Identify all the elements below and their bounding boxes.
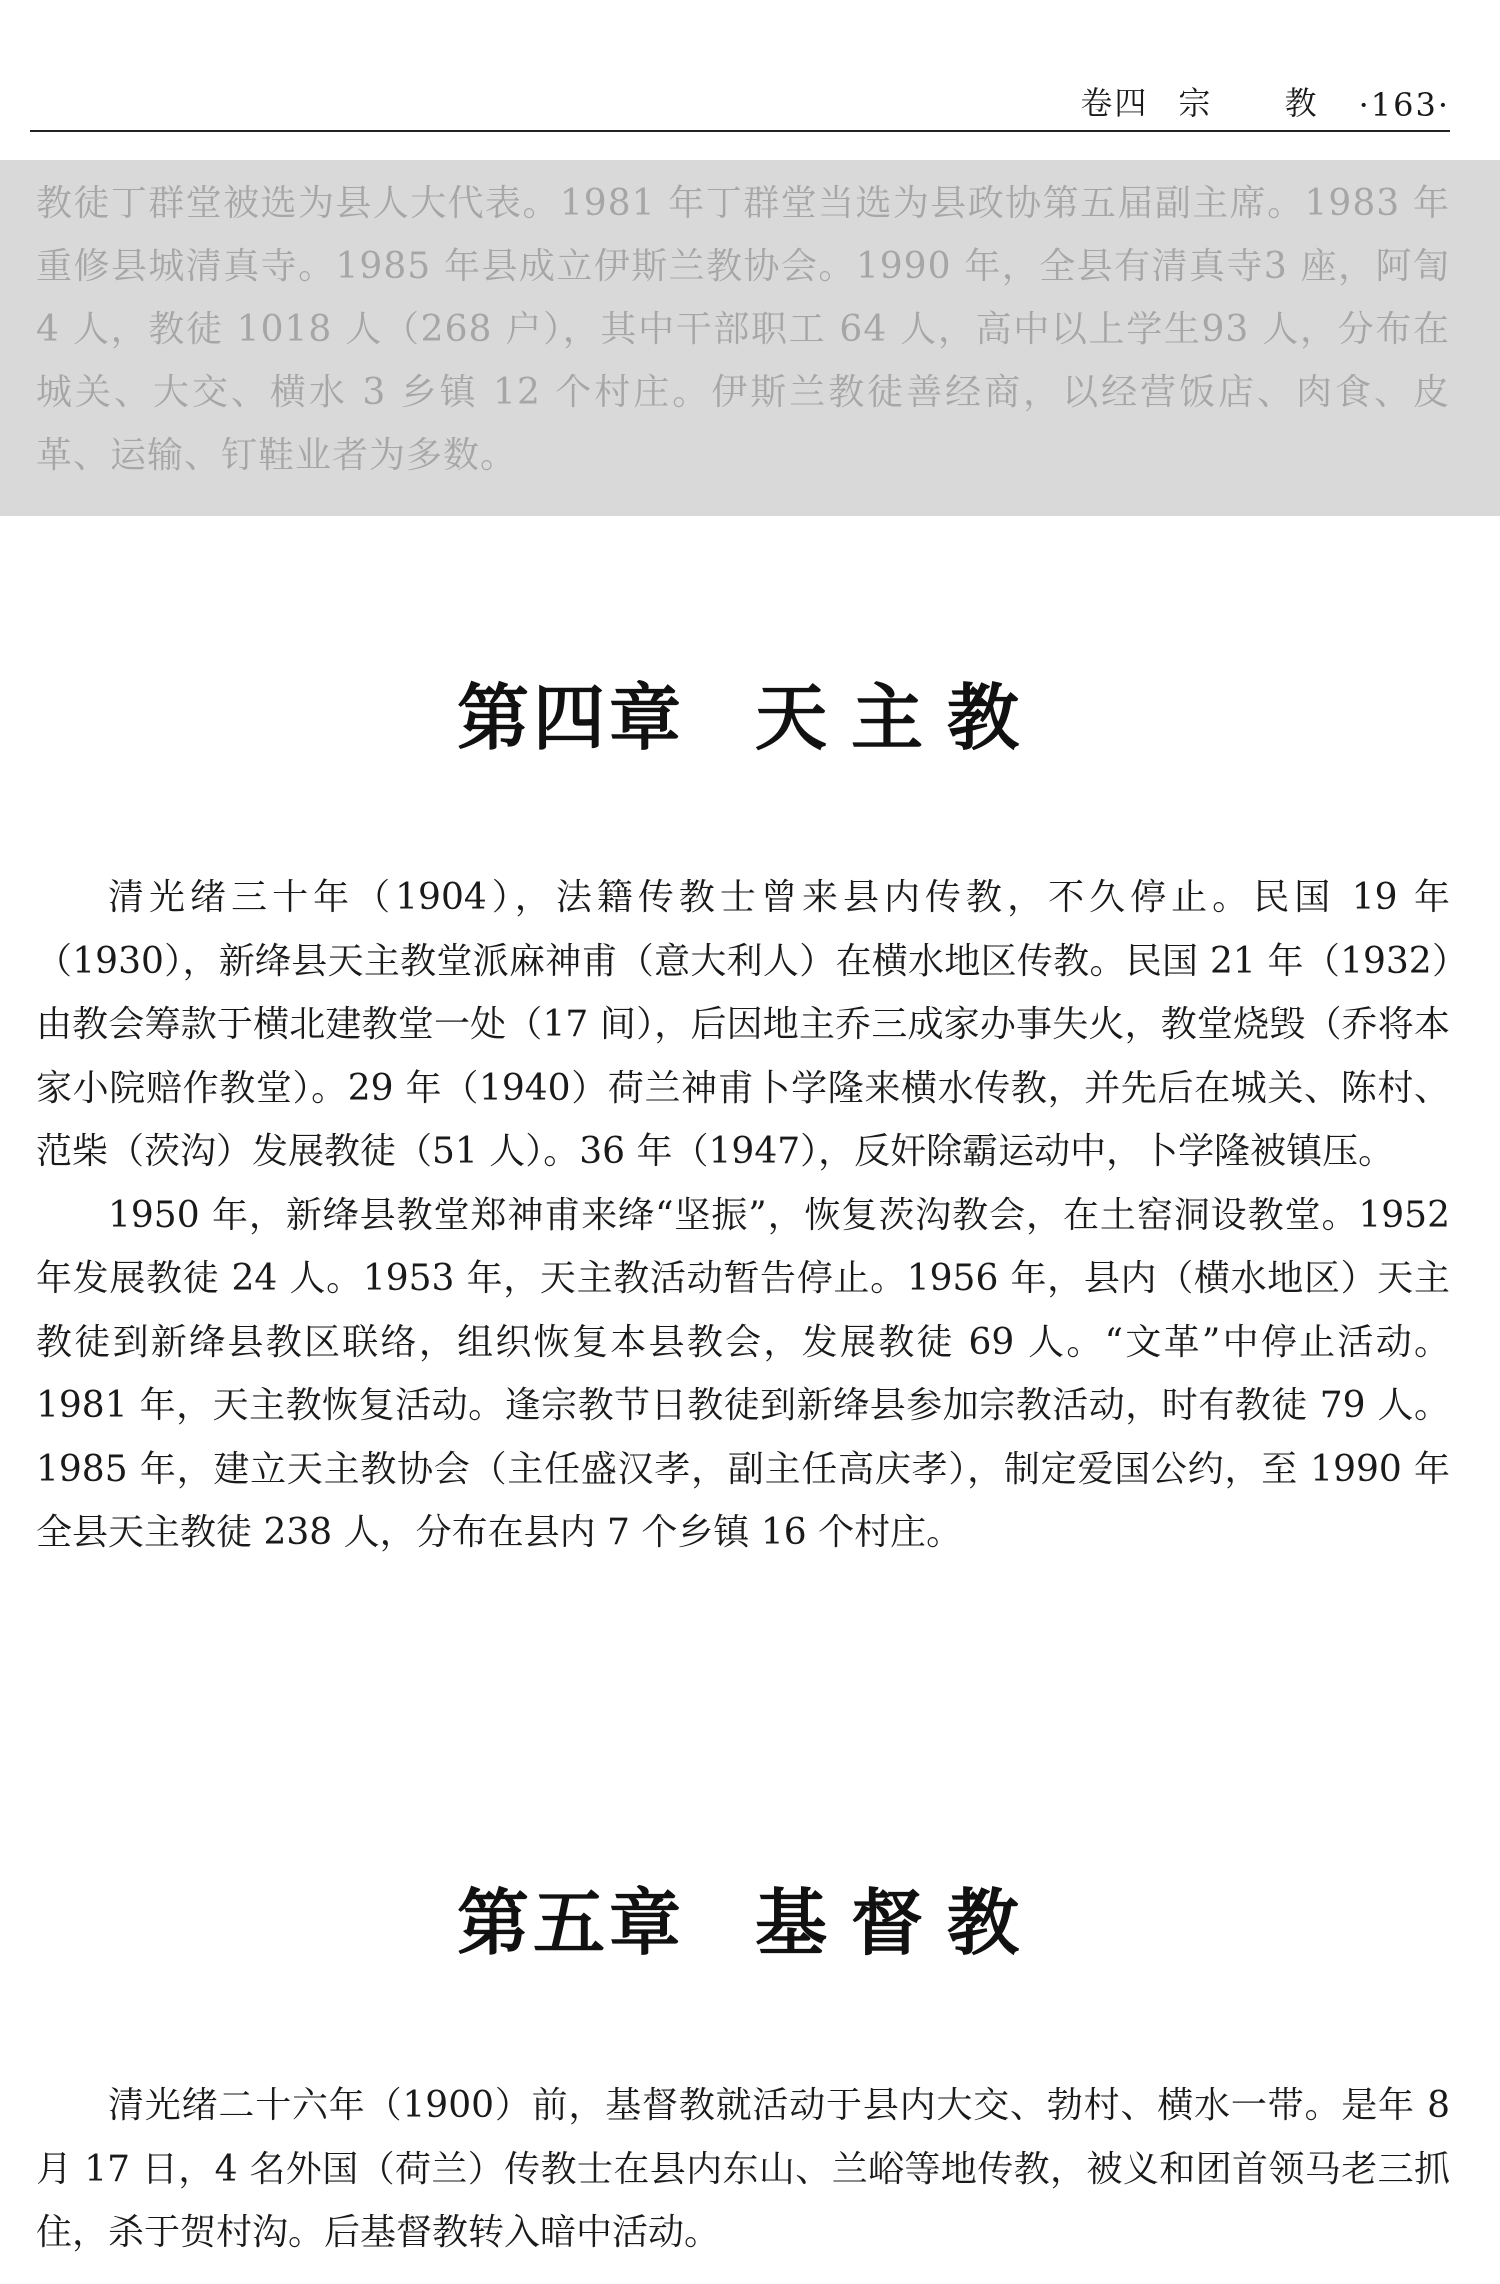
carryover-paragraph: 教徒丁群堂被选为县人大代表。1981 年丁群堂当选为县政协第五届副主席。1983 年重修县城清真寺。1985 年县成立伊斯兰教协会。1990 年，全县有清真寺3 座，阿訇 4 人，教徒 1018 人（268 户），其中干部职工 64 人，高中以上学生93 人，分布在城关、大交、横水 3 乡镇 12 个村庄。伊斯兰教徒善经商，以经营饭店、肉食、皮革、运输、钉鞋业者为多数。 <box>36 183 1450 476</box>
header-volume: 卷四 <box>1080 84 1149 122</box>
chapter-5-heading <box>0 1865 1500 1969</box>
page-number: ·163· <box>1358 86 1450 124</box>
running-header <box>30 70 1450 132</box>
paragraph: 1950 年，新绛县教堂郑神甫来绛“坚振”，恢复茨沟教会，在土窑洞设教堂。1952 年发展教徒 24 人。1953 年，天主教活动暂告停止。1956 年，县内（横水地区）天主教徒到新绛县教区联络，组织恢复本县教会，发展教徒 69 人。“文革”中停止活动。1981 年，天主教恢复活动。逢宗教节日教徒到新绛县参加宗教活动，时有教徒 79 人。1985 年，建立天主教协会（主任盛汉孝，副主任高庆孝），制定爱国公约，至 1990 年全县天主教徒 238 人，分布在县内 7 个乡镇 16 个村庄。 <box>36 1194 1450 1553</box>
chapter-5-title: 基督教 <box>755 1881 1044 1965</box>
previous-page-carryover <box>0 160 1500 516</box>
chapter-5-number: 第五章 <box>456 1881 685 1965</box>
header-section: 宗 教 <box>1178 84 1319 122</box>
chapter-4-body <box>36 866 1450 1565</box>
chapter-4-title: 天主教 <box>755 676 1044 760</box>
paragraph: 清光绪二十六年（1900）前，基督教就活动于县内大交、勃村、横水一带。是年 8 月 17 日，4 名外国（荷兰）传教士在县内东山、兰峪等地传教，被义和团首领马老三抓住，杀于贺村沟。后基督教转入暗中活动。 <box>36 2085 1450 2253</box>
chapter-4-number: 第四章 <box>456 676 685 760</box>
chapter-5-body <box>36 2074 1450 2265</box>
paragraph: 清光绪三十年（1904），法籍传教士曾来县内传教，不久停止。民国 19 年（1930），新绛县天主教堂派麻神甫（意大利人）在横水地区传教。民国 21 年（1932）由教会筹款于横北建教堂一处（17 间），后因地主乔三成家办事失火，教堂烧毁（乔将本家小院赔作教堂）。29 年（1940）荷兰神甫卜学隆来横水传教，并先后在城关、陈村、范柴（茨沟）发展教徒（51 人）。36 年（1947），反奸除霸运动中，卜学隆被镇压。 <box>36 877 1450 1172</box>
chapter-4-heading <box>0 660 1500 764</box>
